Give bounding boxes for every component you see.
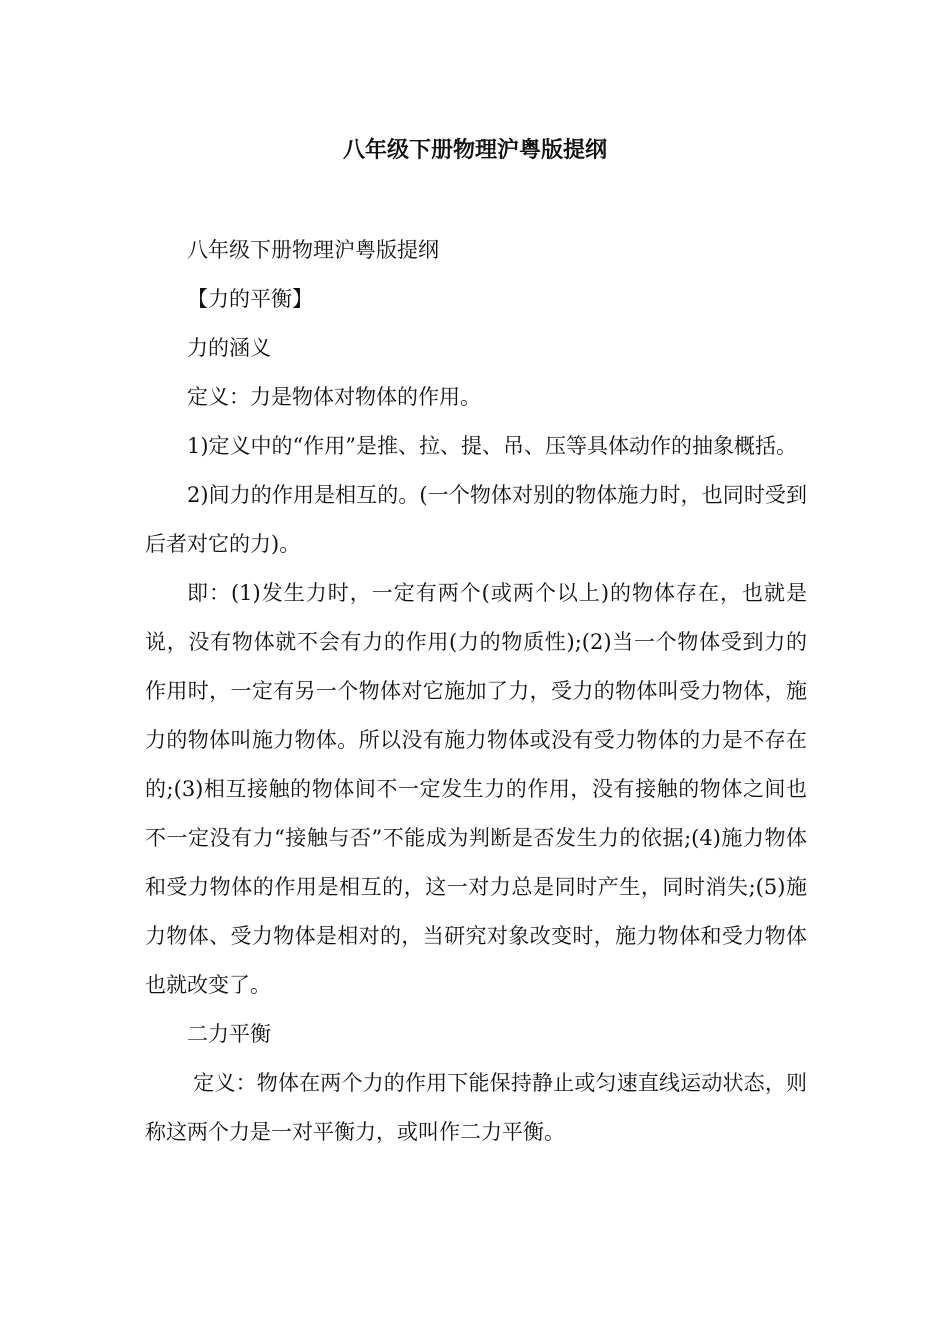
paragraph-explanation: 即：(1)发生力时，一定有两个(或两个以上)的物体存在，也就是说，没有物体就不会有力的作用(力的物质性);(2)当一个物体受到力的作用时，一定有另一个物体对它施加了力，受力的物体叫受力物体，施力的物体叫施力物体。所以没有施力物体或没有受力物体的力是不存在的;(3)相互接触的物体间不一定发生力的作用，没有接触的物体之间也不一定没有力“接触与否”不能成为判断是否发生力的依据;(4)施力物体和受力物体的作用是相互的，这一对力总是同时产生，同时消失;(5)施力物体、受力物体是相对的，当研究对象改变时，施力物体和受力物体也就改变了。	[145, 581, 807, 997]
paragraph-balance-definition: 定义：物体在两个力的作用下能保持静止或匀速直线运动状态，则称这两个力是一对平衡力，或叫作二力平衡。	[145, 1071, 807, 1144]
paragraph-force-definition: 定义：力是物体对物体的作用。	[187, 385, 481, 409]
document-body	[145, 226, 807, 1157]
subheading-two-force-balance: 二力平衡	[187, 1022, 271, 1046]
paragraph-point-1: 1)定义中的“作用”是推、拉、提、吊、压等具体动作的抽象概括。	[187, 434, 798, 458]
paragraph-subtitle: 八年级下册物理沪粤版提纲	[187, 238, 439, 262]
subheading-force-meaning: 力的涵义	[187, 336, 271, 360]
document-title: 八年级下册物理沪粤版提纲	[342, 138, 607, 163]
paragraph-point-2: 2)间力的作用是相互的。(一个物体对别的物体施力时，也同时受到后者对它的力)。	[145, 483, 807, 556]
section-heading-force-balance: 【力的平衡】	[187, 287, 313, 311]
